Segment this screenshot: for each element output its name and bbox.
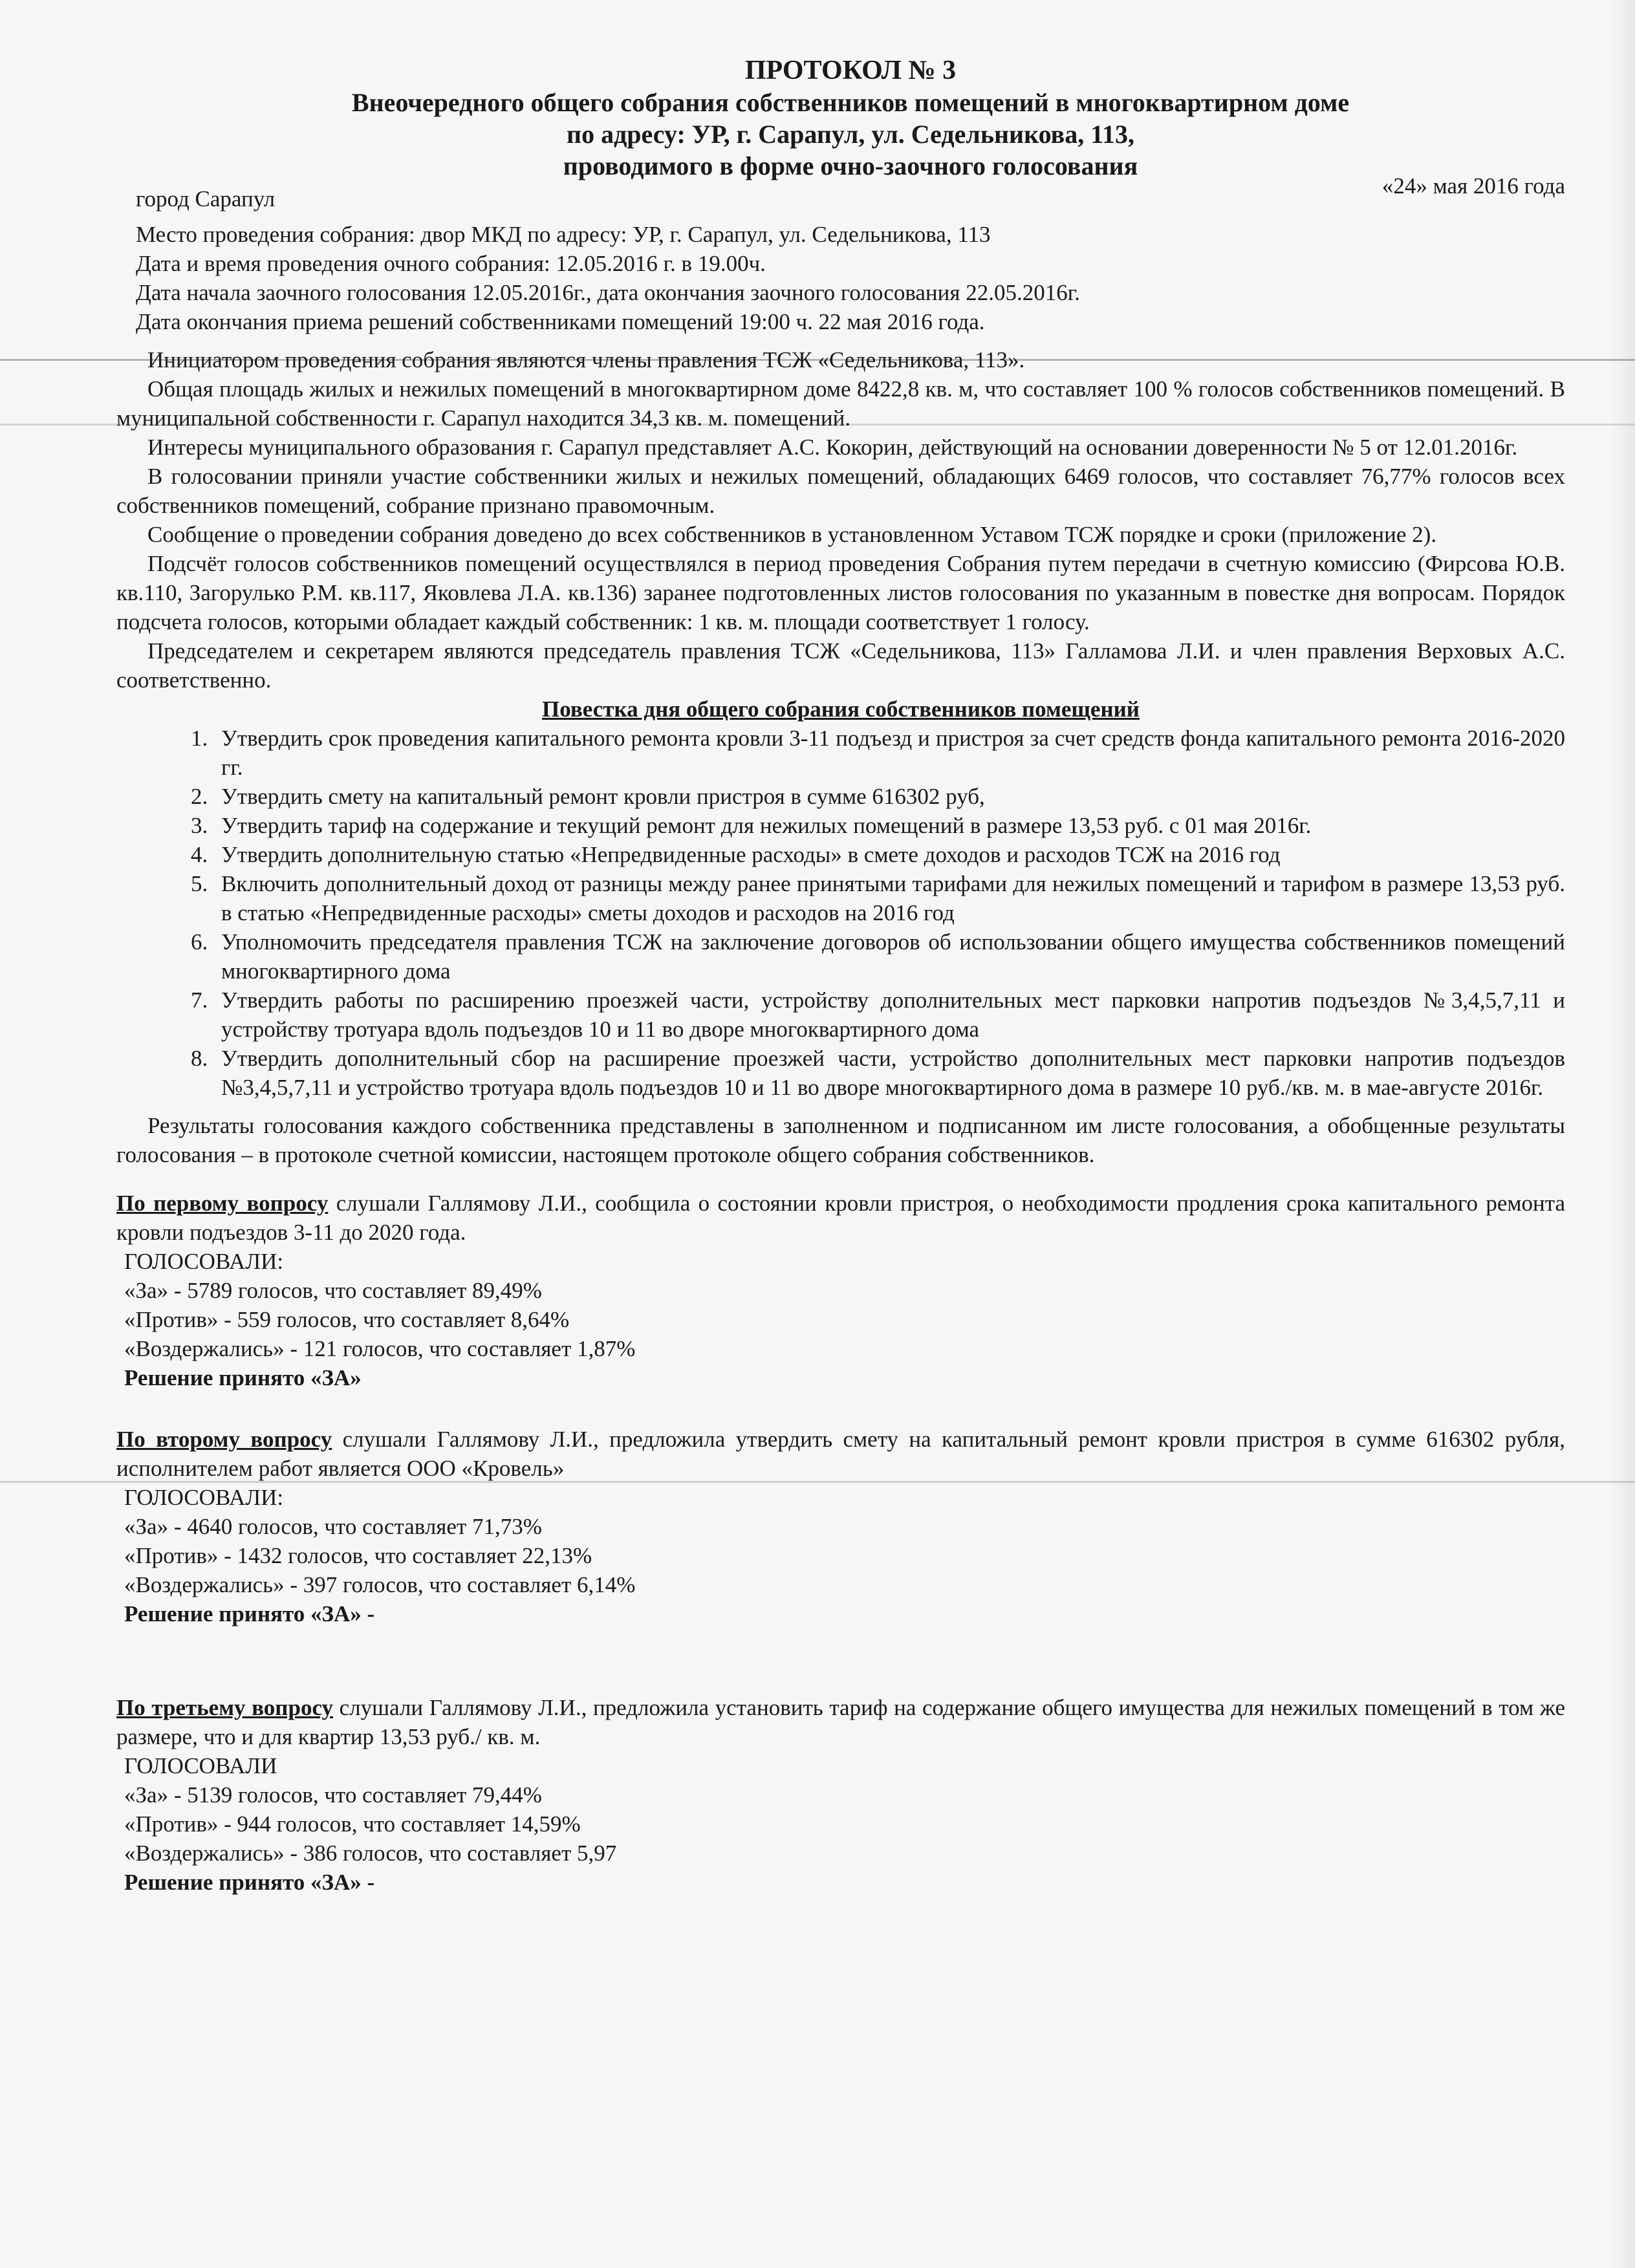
question-1 — [116, 1189, 1565, 1392]
vote-for: «За» - 5139 голосов, что составляет 79,44% — [124, 1782, 542, 1808]
city: город Сарапул — [136, 186, 276, 211]
agenda-item: 6. Уполномочить председателя правления ТСЖ на заключение договоров об использовании общего имущества собственников помещений многоквартирного дома — [213, 927, 1565, 986]
agenda-item: 1. Утвердить срок проведения капитального ремонта кровли 3-11 подъезд и пристроя за счет средств фонда капитального ремонта 2016-2020 гг. — [213, 724, 1565, 782]
vote-abstained: «Воздержались» - 121 голосов, что составляет 1,87% — [124, 1336, 636, 1361]
agenda-item: 2. Утвердить смету на капитальный ремонт кровли пристроя в сумме 616302 руб, — [213, 782, 1565, 811]
agenda-item: 4. Утвердить дополнительную статью «Непредвиденные расходы» в смете доходов и расходов ТСЖ на 2016 год — [213, 840, 1565, 869]
info-line: Дата и время проведения очного собрания: 12.05.2016 г. в 19.00ч. — [136, 251, 766, 276]
subtitle-line: проводимого в форме очно-заочного голосования — [563, 151, 1138, 180]
voted-label: ГОЛОСОВАЛИ: — [124, 1485, 284, 1510]
question-lead: По второму вопросу — [116, 1427, 332, 1452]
paragraph: В голосовании приняли участие собственники жилых и нежилых помещений, обладающих 6469 голосов, что составляет 76,77% голосов всех собственников помещений, собрание признано правомочным. — [116, 464, 1565, 518]
paragraph: Сообщение о проведении собрания доведено до всех собственников в установленном Уставом ТСЖ порядке и сроки (приложение 2). — [147, 522, 1437, 547]
vote-against: «Против» - 559 голосов, что составляет 8,64% — [124, 1307, 570, 1332]
vote-for: «За» - 5789 голосов, что составляет 89,49% — [124, 1278, 542, 1303]
decision: Решение принято «ЗА» — [124, 1365, 362, 1390]
vote-for: «За» - 4640 голосов, что составляет 71,73% — [124, 1514, 542, 1539]
agenda-item: 8. Утвердить дополнительный сбор на расширение проезжей части, устройство дополнительных мест парковки напротив подъездов №3,4,5,7,11 и устройство тротуара вдоль подъездов 10 и 11 во дворе многоквартирного дома в размере 10 руб./кв. м. в мае-августе 2016г. — [213, 1044, 1565, 1102]
info-line: Дата окончания приема решений собственниками помещений 19:00 ч. 22 мая 2016 года. — [136, 309, 985, 334]
question-text: слушали Галлямову Л.И., предложила установить тариф на содержание общего имущества для нежилых помещений в том же размере, что и для квартир 13,53 руб./ кв. м. — [116, 1695, 1565, 1749]
info-line: Дата начала заочного голосования 12.05.2016г., дата окончания заочного голосования 22.05.2016г. — [136, 280, 1080, 305]
document-title: ПРОТОКОЛ № 3 — [744, 56, 957, 85]
question-3 — [116, 1693, 1565, 1897]
agenda-item: 5. Включить дополнительный доход от разницы между ранее принятыми тарифами для нежилых помещений и тарифом в размере 13,53 руб. в статью «Непредвиденные расходы» сметы доходов и расходов на 2016 год — [213, 869, 1565, 927]
meeting-info — [116, 220, 1565, 336]
intro-paragraphs — [116, 345, 1565, 695]
paragraph: Интересы муниципального образования г. Сарапул представляет А.С. Кокорин, действующий на основании доверенности № 5 от 12.01.2016г. — [147, 435, 1518, 460]
voted-label: ГОЛОСОВАЛИ: — [124, 1249, 284, 1274]
question-text: слушали Галлямову Л.И., сообщила о состоянии кровли пристроя, о необходимости продления срока капитального ремонта кровли подъездов 3-11 до 2020 года. — [116, 1191, 1566, 1245]
vote-against: «Против» - 1432 голосов, что составляет 22,13% — [124, 1543, 592, 1568]
paragraph: Общая площадь жилых и нежилых помещений в многоквартирном доме 8422,8 кв. м, что составляет 100 % голосов собственников помещений. В муниципальной собственности г. Сарапул находится 34,3 кв. м. помещений. — [116, 376, 1565, 431]
scan-edge — [1609, 0, 1635, 2268]
info-line: Место проведения собрания: двор МКД по адресу: УР, г. Сарапул, ул. Седельникова, 113 — [136, 222, 991, 247]
question-lead: По третьему вопросу — [116, 1695, 334, 1720]
vote-abstained: «Воздержались» - 397 голосов, что составляет 6,14% — [124, 1572, 636, 1597]
agenda-list — [116, 724, 1565, 1102]
question-text: слушали Галлямову Л.И., предложила утвердить смету на капитальный ремонт кровли пристроя в сумме 616302 рубля, исполнителем работ является ООО «Кровель» — [116, 1427, 1565, 1481]
document-body — [116, 55, 1565, 1897]
voted-label: ГОЛОСОВАЛИ — [124, 1753, 277, 1778]
subtitle-line: Внеочередного общего собрания собственников помещений в многоквартирном доме — [351, 88, 1350, 117]
paragraph: Подсчёт голосов собственников помещений осуществлялся в период проведения Собрания путем передачи в счетную комиссию (Фирсова Ю.В. кв.110, Загорулько Р.М. кв.117, Яковлева Л.А. кв.136) заранее подготовленных листов голосования по указанным в повестке дня вопросам. Порядок подсчета голосов, которыми обладает каждый собственник: 1 кв. м. площади соответствует 1 голосу. — [116, 551, 1565, 634]
decision: Решение принято «ЗА» - — [124, 1870, 375, 1895]
question-lead: По первому вопросу — [116, 1191, 329, 1216]
results-paragraph: Результаты голосования каждого собственника представлены в заполненном и подписанном им листе голосования, а обобщенные результаты голосования – в протоколе счетной комиссии, настоящем протоколе общего собрания собственников. — [116, 1113, 1565, 1167]
city-date-row — [116, 173, 1565, 213]
paragraph: Инициатором проведения собрания являются члены правления ТСЖ «Седельникова, 113». — [147, 347, 1025, 373]
header — [136, 55, 1565, 182]
subtitle-line: по адресу: УР, г. Сарапул, ул. Седельникова, 113, — [567, 120, 1134, 149]
vote-abstained: «Воздержались» - 386 голосов, что составляет 5,97 — [124, 1841, 617, 1866]
paragraph: Председателем и секретарем являются председатель правления ТСЖ «Седельникова, 113» Галламова Л.И. и член правления Верховых А.С. соответственно. — [116, 638, 1565, 693]
vote-against: «Против» - 944 голосов, что составляет 14,59% — [124, 1811, 581, 1837]
document-date: «24» мая 2016 года — [1381, 173, 1565, 199]
agenda-item: 3. Утвердить тариф на содержание и текущий ремонт для нежилых помещений в размере 13,53 руб. с 01 мая 2016г. — [213, 811, 1565, 840]
agenda-title: Повестка дня общего собрания собственников помещений — [542, 697, 1140, 722]
agenda-item: 7. Утвердить работы по расширению проезжей части, устройству дополнительных мест парковки напротив подъездов №3,4,5,7,11 и устройству тротуара вдоль подъездов 10 и 11 во дворе многоквартирного дома — [213, 986, 1565, 1044]
decision: Решение принято «ЗА» - — [124, 1601, 375, 1626]
question-2 — [116, 1425, 1565, 1628]
